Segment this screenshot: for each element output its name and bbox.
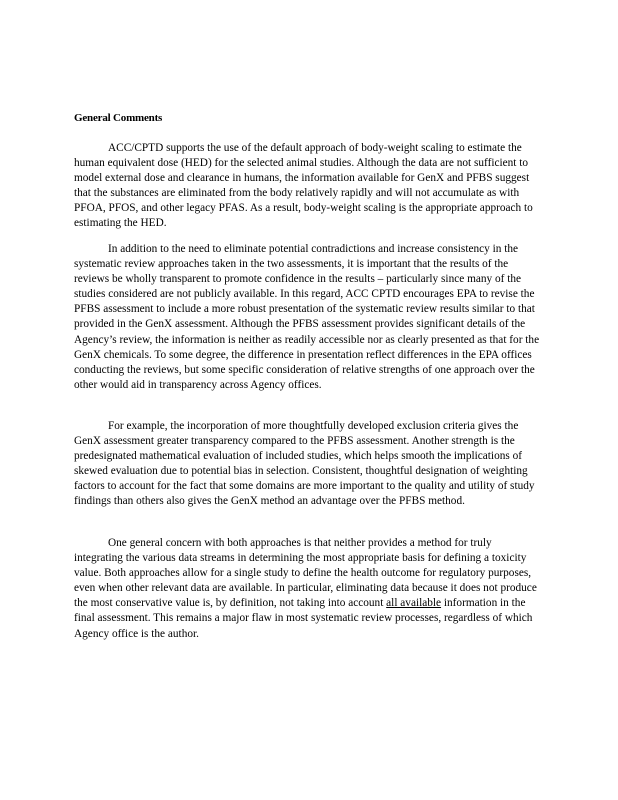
underlined-emphasis: all available <box>386 597 442 610</box>
paragraph-exclusion-criteria: For example, the incorporation of more thoughtfully developed exclusion criteria gives the GenX assessment greater transparency compared to the PFBS assessment. Another strength is the predesignated mathematical evaluation of included studies, which helps smooth the implications of skewed evaluation due to potential bias in selection. Consistent, thoughtful designation of weighting factors to account for the fact that some domains are more important to the quality and utility of study findings than others also gives the GenX method an advantage over the PFBS method. <box>74 420 535 508</box>
paragraph-body-weight-scaling: ACC/CPTD supports the use of the default approach of body-weight scaling to estimate the human equivalent dose (HED) for the selected animal studies. Although the data are not sufficient to model external dose and clearance in humans, the information available for GenX and PFBS suggest that the substances are eliminated from the body relatively rapidly and will not accumulate as with PFOA, PFOS, and other legacy PFAS. As a result, body-weight scaling is the appropriate approach to estimating the HED. <box>74 142 533 230</box>
paragraph-transparency: In addition to the need to eliminate potential contradictions and increase consistency in the systematic review approaches taken in the two assessments, it is important that the results of the reviews be wholly transparent to promote confidence in the results – particularly since many of the studies considered are not publicly available. In this regard, ACC CPTD encourages EPA to revise the PFBS assessment to include a more robust presentation of the systematic review results similar to that provided in the GenX assessment. Although the PFBS assessment provides significant details of the Agency’s review, the information is neither as readily accessible nor as clearly presented as that for the GenX chemicals. To some degree, the difference in presentation reflect differences in the EPA offices conducting the reviews, but some specific consideration of relative strengths of one approach over the other would aid in transparency across Agency offices. <box>74 243 540 391</box>
section-heading: General Comments <box>74 112 163 124</box>
paragraph-general-concern <box>74 536 542 642</box>
paragraph-text-end: information in the final assessment. This remains a major flaw in most systematic review processes, regardless of which Agency office is the author. <box>74 597 533 640</box>
paragraph-text-start: One general concern with both approaches is that neither provides a method for truly integrating the various data streams in determining the most appropriate basis for defining a toxicity value. Both approaches allow for a single study to define the health outcome for regulatory purposes, even when other relevant data are available. In particular, eliminating data because it does not produce the most conservative value is, by definition, not taking into account <box>74 537 537 610</box>
